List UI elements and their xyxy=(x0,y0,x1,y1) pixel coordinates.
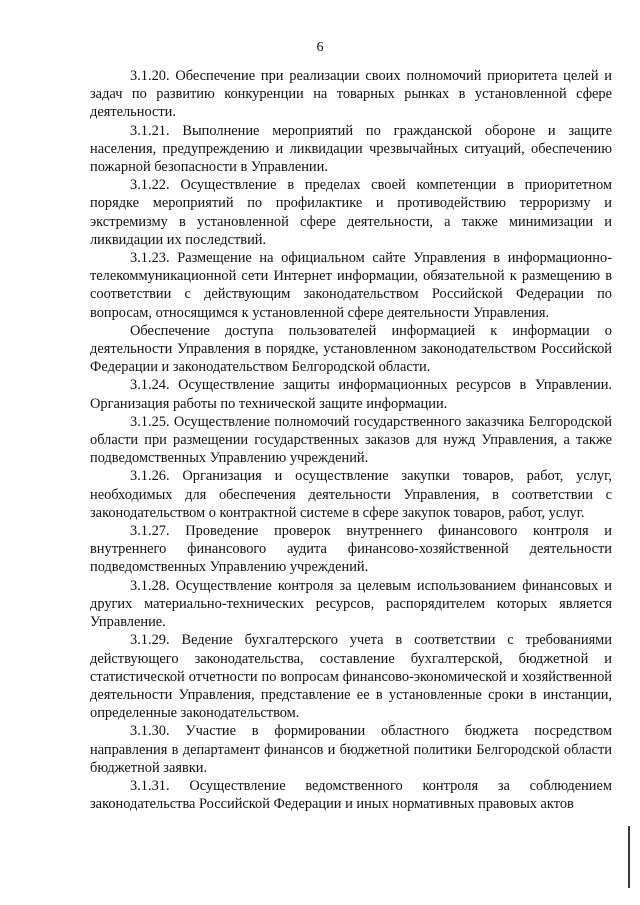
paragraph-3-1-21: 3.1.21. Выполнение мероприятий по гражданской обороне и защите населения, предупреждению и ликвидации чрезвычайных ситуаций, обеспечению пожарной безопасности в Управлении. xyxy=(90,122,612,176)
paragraph-3-1-28: 3.1.28. Осуществление контроля за целевым использованием финансовых и других материально-технических ресурсов, распорядителем которых является Управление. xyxy=(90,577,612,631)
paragraph-3-1-31: 3.1.31. Осуществление ведомственного контроля за соблюдением законодательства Российской Федерации и иных нормативных правовых актов xyxy=(90,777,612,813)
paragraph-3-1-30: 3.1.30. Участие в формировании областного бюджета посредством направления в департамент финансов и бюджетной политики Белгородской области бюджетной заявки. xyxy=(90,723,612,776)
paragraph-3-1-23-access: Обеспечение доступа пользователей информацией к информации о деятельности Управления в порядке, установленном законодательством Российской Федерации и законодательством Белгородской области. xyxy=(90,322,612,376)
document-body xyxy=(90,67,612,813)
paragraph-3-1-25: 3.1.25. Осуществление полномочий государственного заказчика Белгородской области при размещении государственных заказов для нужд Управления, а также подведомственных Управлению учреждений. xyxy=(90,413,612,467)
paragraph-3-1-26: 3.1.26. Организация и осуществление закупки товаров, работ, услуг, необходимых для обеспечения деятельности Управления, в соответствии с законодательством о контрактной системе в сфере закупок товаров, работ, услуг. xyxy=(90,468,612,521)
paragraph-3-1-20: 3.1.20. Обеспечение при реализации своих полномочий приоритета целей и задач по развитию конкуренции на товарных рынках в установленной сфере деятельности. xyxy=(90,68,612,121)
paragraph-3-1-24: 3.1.24. Осуществление защиты информационных ресурсов в Управлении. Организация работы по технической защите информации. xyxy=(90,377,612,412)
page-number: 6 xyxy=(316,40,324,55)
paragraph-3-1-23: 3.1.23. Размещение на официальном сайте Управления в информационно-телекоммуникационной сети Интернет информации, обязательной к размещению в соответствии с действующим законодательством Российской Федерации по вопросам, относящимся к установленной сфере деятельности Управления. xyxy=(90,250,612,321)
paragraph-3-1-22: 3.1.22. Осуществление в пределах своей компетенции в приоритетном порядке мероприятий по профилактике и противодействию терроризму и экстремизму в установленной сфере деятельности, а также минимизации и ликвидации их последствий. xyxy=(90,177,612,248)
paragraph-3-1-27: 3.1.27. Проведение проверок внутреннего финансового контроля и внутреннего финансового аудита финансово-хозяйственной деятельности подведомственных Управлению учреждений. xyxy=(90,523,612,576)
paragraph-3-1-29: 3.1.29. Ведение бухгалтерского учета в соответствии с требованиями действующего законодательства, составление бухгалтерской, бюджетной и статистической отчетности по вопросам финансово-экономической и хозяйственной деятельности Управления, представление ее в установленные сроки в инстанции, определенные законодательством. xyxy=(90,632,612,722)
scan-edge-mark xyxy=(628,826,630,888)
